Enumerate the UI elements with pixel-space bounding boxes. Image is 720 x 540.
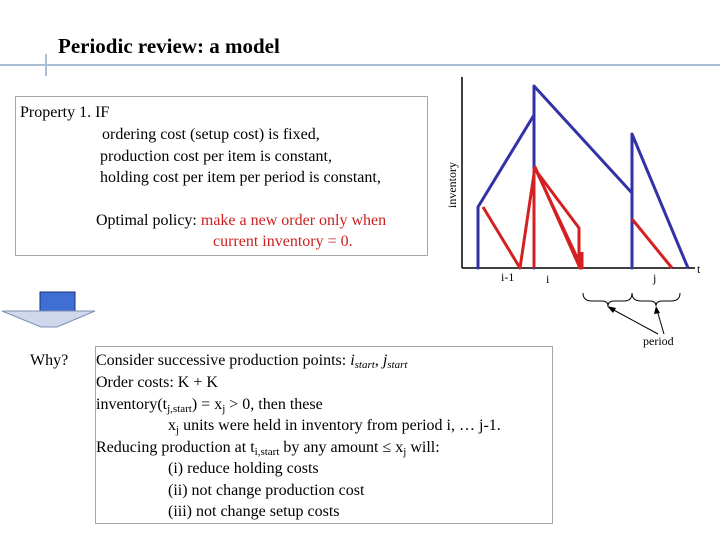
period-arrow-left <box>610 308 658 334</box>
line-5-sub2: j <box>403 446 407 458</box>
line-5-sub: i,start <box>254 446 280 458</box>
period-brace-2 <box>632 293 680 306</box>
line-3-sub2: j <box>222 403 226 415</box>
why-label: Why? <box>30 352 69 369</box>
inventory-curve-red-b <box>535 168 582 268</box>
policy-text-2: current inventory = 0. <box>213 233 353 250</box>
why-line-2: Order costs: K + K <box>96 374 218 391</box>
period-brace-1 <box>583 293 632 306</box>
line-4-a: x <box>168 417 176 434</box>
period-arrowhead-left <box>607 306 616 313</box>
line-3-a: inventory(t <box>96 396 168 413</box>
period-arrowhead-right <box>654 306 660 314</box>
why-line-1-prefix: Consider successive production points: <box>96 352 351 369</box>
period-label: period <box>643 334 674 348</box>
i-subscript: start <box>354 359 375 371</box>
down-arrow-body <box>40 292 75 312</box>
why-line-3 <box>96 396 323 414</box>
period-arrow-right <box>657 310 664 334</box>
x-axis-label: t <box>697 262 701 276</box>
j-subscript: start <box>387 359 408 371</box>
tick-label-i-1: i-1 <box>501 270 515 284</box>
line-4-b: units were held in inventory from period i, … j-1. <box>179 417 501 434</box>
property-heading: Property 1. IF <box>20 104 110 121</box>
page-title: Periodic review: a model <box>58 34 280 58</box>
why-line-5 <box>96 439 440 457</box>
tick-label-j: j <box>653 271 657 285</box>
line-3-b: ) = x <box>191 396 223 413</box>
inventory-curve-red-c <box>632 219 672 268</box>
inventory-curve-blue <box>478 86 688 268</box>
line-4-sub: j <box>176 424 180 436</box>
line-5-c: will: <box>406 439 440 456</box>
line-5-b: by any amount ≤ x <box>279 439 404 456</box>
line-3-sub: j,start <box>167 403 192 415</box>
i-symbol: i <box>350 352 355 369</box>
policy-label: Optimal policy: <box>96 212 197 229</box>
separator: , <box>374 352 383 369</box>
policy-text-1: make a new order only when <box>200 212 387 229</box>
condition-production-cost: production cost per item is constant, <box>100 148 332 165</box>
condition-holding-cost: holding cost per item per period is constant, <box>100 169 381 186</box>
why-item-2: (ii) not change production cost <box>168 482 365 499</box>
condition-ordering-cost: ordering cost (setup cost) is fixed, <box>102 126 320 143</box>
why-line-4 <box>168 417 501 435</box>
y-axis-label: inventory <box>445 162 459 208</box>
line-5-a: Reducing production at t <box>96 439 255 456</box>
why-item-1: (i) reduce holding costs <box>168 460 319 477</box>
why-line-1 <box>96 352 407 370</box>
line-3-c: > 0, then these <box>225 396 323 413</box>
down-arrow-head <box>2 311 95 327</box>
j-symbol: j <box>382 352 388 369</box>
tick-label-i: i <box>546 272 550 286</box>
why-item-3: (iii) not change setup costs <box>168 503 340 520</box>
